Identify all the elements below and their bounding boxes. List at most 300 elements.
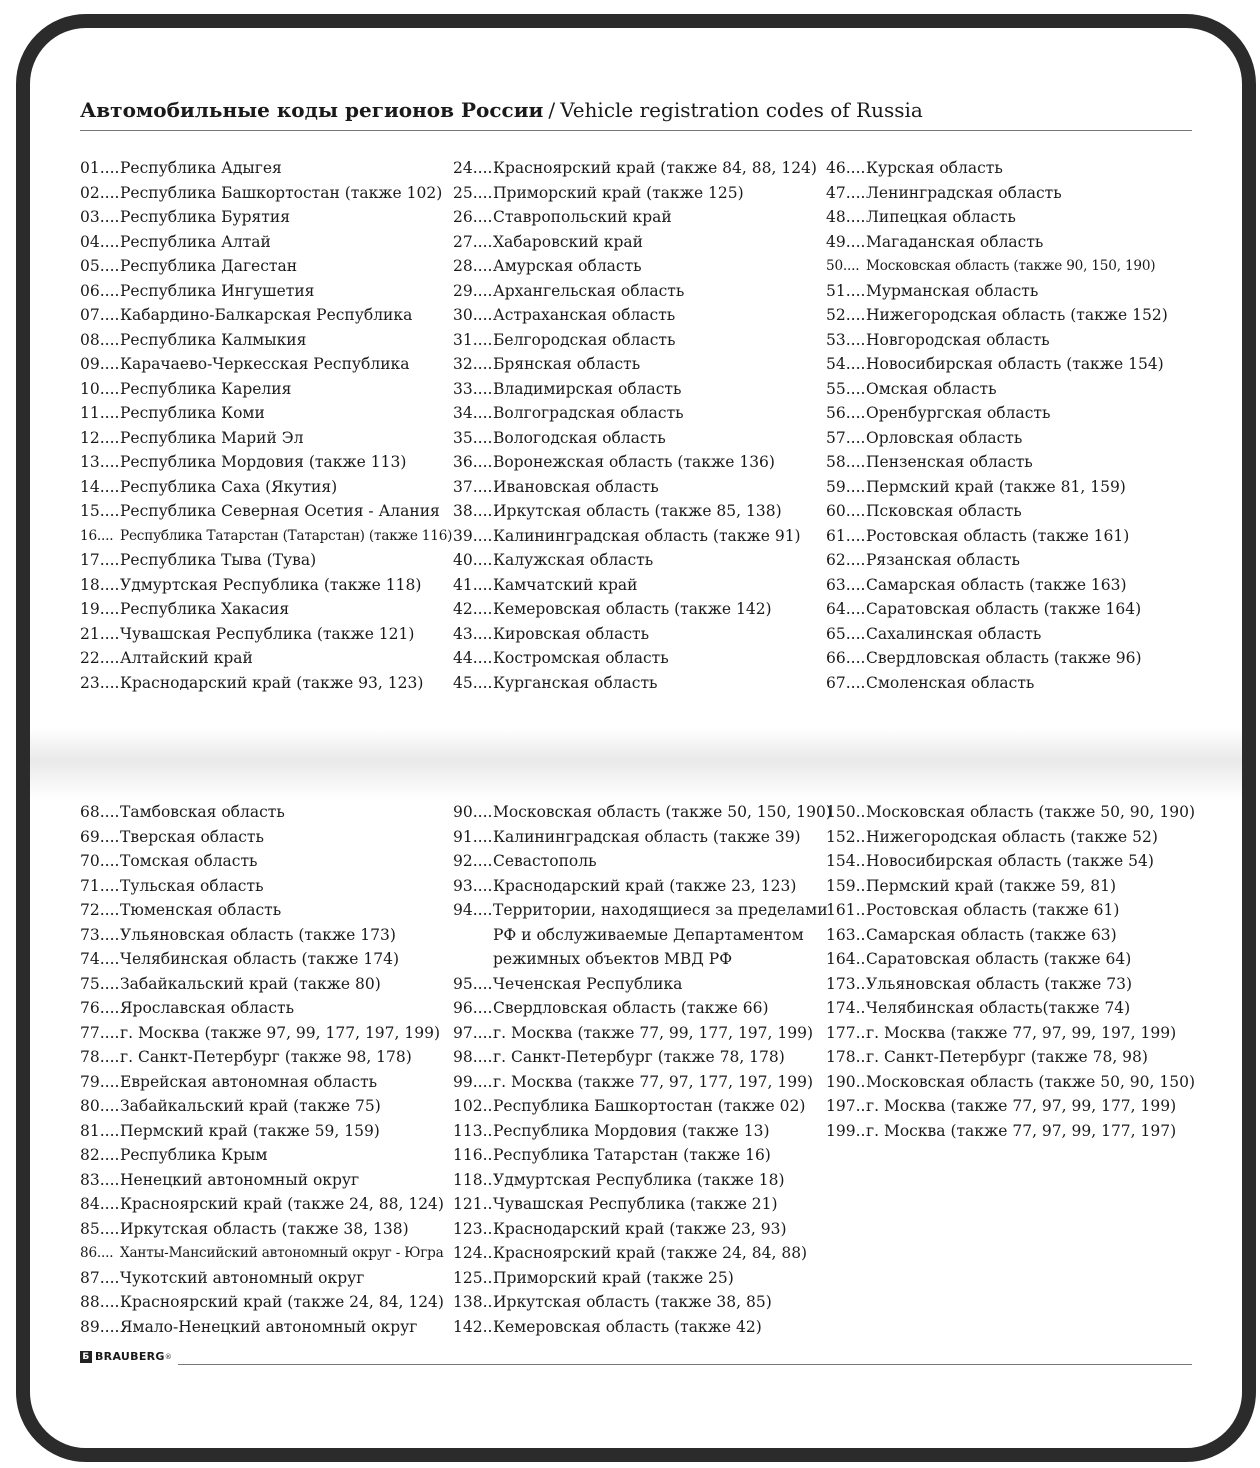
region-code: 67.... bbox=[826, 673, 866, 692]
region-entry bbox=[80, 1021, 450, 1046]
region-code: 65.... bbox=[826, 624, 866, 643]
region-entry bbox=[80, 972, 450, 997]
region-code: 10.... bbox=[80, 379, 120, 398]
region-name: Саратовская область (также 164) bbox=[866, 600, 1142, 618]
region-entry bbox=[826, 996, 1196, 1021]
region-name: Республика Марий Эл bbox=[120, 428, 304, 447]
region-name: Севастополь bbox=[493, 852, 597, 870]
region-entry bbox=[80, 1217, 450, 1242]
region-name: Республика Мордовия (также 13) bbox=[493, 1121, 770, 1140]
region-code: 174.. bbox=[826, 999, 866, 1017]
region-name: г. Москва (также 77, 97, 99, 197, 199) bbox=[866, 1023, 1177, 1042]
region-name: Пермский край (также 59, 81) bbox=[866, 876, 1116, 895]
region-name: Кировская область bbox=[493, 624, 650, 643]
region-code: 07.... bbox=[80, 306, 120, 324]
region-code: 44.... bbox=[453, 649, 493, 667]
page-frame bbox=[16, 14, 1256, 1462]
region-code: 01.... bbox=[80, 159, 120, 177]
region-code: 93.... bbox=[453, 876, 493, 895]
region-code: 121.. bbox=[453, 1195, 493, 1213]
region-entry bbox=[80, 898, 450, 923]
region-name: режимных объектов МВД РФ bbox=[493, 950, 733, 968]
region-entry bbox=[826, 181, 1196, 206]
region-name: Республика Мордовия (также 113) bbox=[120, 453, 407, 471]
region-name: г. Санкт-Петербург (также 78, 178) bbox=[493, 1048, 785, 1066]
region-code: 30.... bbox=[453, 306, 493, 324]
region-name: Иркутская область (также 38, 138) bbox=[120, 1219, 409, 1238]
region-entry bbox=[453, 377, 823, 402]
region-code: 190.. bbox=[826, 1072, 866, 1091]
region-entry bbox=[826, 597, 1196, 622]
region-entry bbox=[80, 646, 450, 671]
region-entry bbox=[826, 1094, 1196, 1119]
region-code: 38.... bbox=[453, 502, 493, 520]
region-name: Иркутская область (также 38, 85) bbox=[493, 1293, 772, 1311]
region-code: 21.... bbox=[80, 624, 120, 643]
region-entry bbox=[453, 1045, 823, 1070]
region-entry bbox=[453, 1143, 823, 1168]
region-entry bbox=[80, 156, 450, 181]
region-name: Московская область (также 50, 150, 190) bbox=[493, 803, 832, 821]
region-code: 177.. bbox=[826, 1023, 866, 1042]
region-entry bbox=[453, 800, 832, 825]
region-code: 116.. bbox=[453, 1146, 493, 1164]
page-fold bbox=[30, 728, 1242, 800]
region-entry bbox=[453, 1192, 823, 1217]
region-entry bbox=[453, 499, 823, 524]
region-entry bbox=[453, 1070, 823, 1095]
region-entry bbox=[453, 825, 823, 850]
region-code: 39.... bbox=[453, 526, 493, 545]
region-name: г. Санкт-Петербург (также 78, 98) bbox=[866, 1048, 1148, 1066]
region-name: Алтайский край bbox=[120, 649, 253, 667]
region-entry bbox=[80, 181, 450, 206]
region-name: Забайкальский край (также 75) bbox=[120, 1097, 381, 1115]
region-entry bbox=[453, 1094, 823, 1119]
region-name: Республика Татарстан (Татарстан) (также 116) bbox=[120, 527, 453, 544]
region-name: Республика Хакасия bbox=[120, 600, 290, 618]
region-entry bbox=[453, 1119, 823, 1144]
region-entry bbox=[453, 1168, 823, 1193]
region-name: Республика Дагестан bbox=[120, 257, 298, 275]
region-code: 88.... bbox=[80, 1293, 120, 1311]
region-code: 53.... bbox=[826, 330, 866, 349]
region-entry bbox=[80, 475, 450, 500]
region-code: 73.... bbox=[80, 925, 120, 944]
region-code: 124.. bbox=[453, 1244, 493, 1262]
title-separator: / bbox=[548, 98, 556, 122]
region-entry bbox=[826, 972, 1196, 997]
region-name: Нижегородская область (также 152) bbox=[866, 306, 1168, 324]
region-name: г. Москва (также 77, 97, 177, 197, 199) bbox=[493, 1072, 814, 1091]
region-entry bbox=[80, 923, 450, 948]
region-name: Чувашская Республика (также 121) bbox=[120, 624, 415, 643]
region-entry bbox=[826, 898, 1196, 923]
page-title bbox=[80, 98, 1192, 131]
region-name: Ставропольский край bbox=[493, 208, 672, 226]
region-code: 03.... bbox=[80, 208, 120, 226]
region-entry bbox=[80, 597, 450, 622]
region-name: Республика Башкортостан (также 02) bbox=[493, 1097, 806, 1115]
region-code: 102.. bbox=[453, 1097, 493, 1115]
region-name: Томская область bbox=[120, 852, 258, 870]
region-entry bbox=[826, 230, 1196, 255]
region-name: Кемеровская область (также 142) bbox=[493, 600, 772, 618]
region-entry bbox=[453, 622, 823, 647]
region-entry bbox=[80, 671, 450, 696]
region-name: Новгородская область bbox=[866, 330, 1050, 349]
region-name: Пермский край (также 59, 159) bbox=[120, 1121, 380, 1140]
region-entry bbox=[826, 646, 1196, 671]
region-name: Республика Крым bbox=[120, 1146, 268, 1164]
region-name: Ямало-Ненецкий автономный округ bbox=[120, 1317, 418, 1336]
region-entry bbox=[826, 475, 1196, 500]
region-entry bbox=[453, 849, 823, 874]
region-entry bbox=[80, 1168, 450, 1193]
region-code: 04.... bbox=[80, 232, 120, 251]
region-code: 06.... bbox=[80, 281, 120, 300]
region-entry bbox=[826, 947, 1196, 972]
region-name: Ненецкий автономный округ bbox=[120, 1170, 360, 1189]
region-code: 118.. bbox=[453, 1170, 493, 1189]
region-name: Псковская область bbox=[866, 502, 1022, 520]
region-name: Брянская область bbox=[493, 355, 641, 373]
region-name: Омская область bbox=[866, 379, 997, 398]
region-entry bbox=[453, 1266, 823, 1291]
region-name: Волгоградская область bbox=[493, 404, 684, 422]
region-code: 197.. bbox=[826, 1097, 866, 1115]
region-code: 61.... bbox=[826, 526, 866, 545]
footer-rule bbox=[178, 1364, 1192, 1365]
region-entry bbox=[826, 1119, 1196, 1144]
region-entry bbox=[453, 156, 823, 181]
region-entry bbox=[80, 205, 450, 230]
region-code: 78.... bbox=[80, 1048, 120, 1066]
region-name: Республика Тыва (Тува) bbox=[120, 551, 317, 569]
region-code: 58.... bbox=[826, 453, 866, 471]
region-name: Калужская область bbox=[493, 551, 654, 569]
region-code: 46.... bbox=[826, 159, 866, 177]
region-entry bbox=[80, 426, 450, 451]
region-code: 25.... bbox=[453, 183, 493, 202]
region-code: 86.... bbox=[80, 1245, 114, 1261]
bottom-column-2 bbox=[453, 800, 832, 1339]
region-entry bbox=[80, 1192, 450, 1217]
region-name: Самарская область (также 63) bbox=[866, 925, 1117, 944]
region-name: Смоленская область bbox=[866, 673, 1035, 692]
region-name: Ивановская область bbox=[493, 477, 659, 496]
region-code: 89.... bbox=[80, 1317, 120, 1336]
region-name: Чеченская Республика bbox=[493, 974, 683, 993]
region-name: Вологодская область bbox=[493, 428, 666, 447]
region-entry bbox=[453, 1241, 823, 1266]
region-entry bbox=[80, 450, 450, 475]
region-code: 63.... bbox=[826, 575, 866, 594]
region-entry bbox=[80, 401, 450, 426]
region-name: Ярославская область bbox=[120, 999, 295, 1017]
region-entry bbox=[826, 825, 1196, 850]
region-entry bbox=[80, 800, 450, 825]
region-name: Удмуртская Республика (также 118) bbox=[120, 575, 422, 594]
region-name: Приморский край (также 125) bbox=[493, 183, 744, 202]
brand-registered: ® bbox=[164, 1352, 173, 1361]
region-code: 68.... bbox=[80, 803, 120, 821]
region-entry bbox=[80, 573, 450, 598]
region-code: 152.. bbox=[826, 827, 866, 846]
region-code: 98.... bbox=[453, 1048, 493, 1066]
region-code: 142.. bbox=[453, 1317, 493, 1336]
region-code: 36.... bbox=[453, 453, 493, 471]
region-code: 69.... bbox=[80, 827, 120, 846]
region-entry bbox=[826, 849, 1196, 874]
region-entry bbox=[826, 1070, 1196, 1095]
region-name: Челябинская область (также 174) bbox=[120, 950, 399, 968]
region-entry bbox=[80, 947, 450, 972]
region-code: 84.... bbox=[80, 1195, 120, 1213]
region-code: 70.... bbox=[80, 852, 120, 870]
region-code: 71.... bbox=[80, 876, 120, 895]
region-name: Ленинградская область bbox=[866, 183, 1062, 202]
region-code: 80.... bbox=[80, 1097, 120, 1115]
region-name: Республика Бурятия bbox=[120, 208, 290, 226]
region-entry bbox=[453, 947, 823, 972]
region-code: 16.... bbox=[80, 527, 114, 544]
region-entry bbox=[80, 825, 450, 850]
region-entry bbox=[80, 230, 450, 255]
region-name: Республика Башкортостан (также 102) bbox=[120, 183, 443, 202]
region-name: Пензенская область bbox=[866, 453, 1033, 471]
region-entry bbox=[453, 898, 828, 923]
region-entry bbox=[453, 646, 823, 671]
region-name: Московская область (также 50, 90, 190) bbox=[866, 803, 1196, 821]
region-entry bbox=[826, 426, 1196, 451]
region-name: Новосибирская область (также 154) bbox=[866, 355, 1164, 373]
region-entry bbox=[80, 996, 450, 1021]
region-entry bbox=[453, 573, 823, 598]
region-code: 05.... bbox=[80, 257, 120, 275]
region-name: Республика Калмыкия bbox=[120, 330, 307, 349]
region-code: 75.... bbox=[80, 974, 120, 993]
region-entry bbox=[826, 800, 1196, 825]
region-entry bbox=[826, 303, 1196, 328]
region-name: Тульская область bbox=[120, 876, 264, 895]
region-name: Нижегородская область (также 52) bbox=[866, 827, 1158, 846]
region-code: 42.... bbox=[453, 600, 493, 618]
region-entry bbox=[826, 573, 1196, 598]
region-name: Челябинская область(также 74) bbox=[866, 999, 1131, 1017]
region-code: 81.... bbox=[80, 1121, 120, 1140]
region-code: 11.... bbox=[80, 404, 120, 422]
region-entry bbox=[826, 622, 1196, 647]
brand-mark-icon: Б bbox=[80, 1351, 92, 1363]
region-name: Оренбургская область bbox=[866, 404, 1051, 422]
region-name: Рязанская область bbox=[866, 551, 1020, 569]
region-code: 95.... bbox=[453, 974, 493, 993]
region-code: 79.... bbox=[80, 1072, 120, 1091]
region-entry bbox=[80, 849, 450, 874]
region-entry bbox=[453, 1021, 823, 1046]
region-code: 37.... bbox=[453, 477, 493, 496]
region-name: Владимирская область bbox=[493, 379, 682, 398]
bottom-column-3 bbox=[826, 800, 1196, 1143]
region-entry bbox=[80, 1119, 450, 1144]
region-entry bbox=[80, 1241, 450, 1266]
region-name: Республика Саха (Якутия) bbox=[120, 477, 338, 496]
region-name: Карачаево-Черкесская Республика bbox=[120, 355, 410, 373]
region-name: Территории, находящиеся за пределами bbox=[493, 901, 828, 919]
region-entry bbox=[826, 254, 1196, 279]
region-entry bbox=[453, 874, 823, 899]
region-entry bbox=[826, 401, 1196, 426]
title-ru: Автомобильные коды регионов России bbox=[80, 98, 544, 122]
region-code: 33.... bbox=[453, 379, 493, 398]
region-code: 99.... bbox=[453, 1072, 493, 1091]
region-name: Хабаровский край bbox=[493, 232, 643, 251]
region-code: 14.... bbox=[80, 477, 120, 496]
region-code: 154.. bbox=[826, 852, 866, 870]
region-code: 26.... bbox=[453, 208, 493, 226]
region-code: 40.... bbox=[453, 551, 493, 569]
region-entry bbox=[80, 328, 450, 353]
region-code: 150.. bbox=[826, 803, 866, 821]
region-name: Сахалинская область bbox=[866, 624, 1042, 643]
region-code: 113.. bbox=[453, 1121, 493, 1140]
region-entry bbox=[453, 972, 823, 997]
region-entry bbox=[453, 1217, 823, 1242]
region-code: 48.... bbox=[826, 208, 866, 226]
region-name: Иркутская область (также 85, 138) bbox=[493, 502, 782, 520]
region-name: РФ и обслуживаемые Департаментом bbox=[493, 925, 804, 944]
region-name: Ростовская область (также 61) bbox=[866, 901, 1120, 919]
region-code: 76.... bbox=[80, 999, 120, 1017]
region-entry bbox=[826, 1021, 1196, 1046]
region-name: Пермский край (также 81, 159) bbox=[866, 477, 1126, 496]
region-entry bbox=[453, 303, 823, 328]
region-code: 34.... bbox=[453, 404, 493, 422]
region-name: Тверская область bbox=[120, 827, 264, 846]
region-code: 60.... bbox=[826, 502, 866, 520]
region-name: Краснодарский край (также 23, 123) bbox=[493, 876, 797, 895]
region-name: Республика Татарстан (также 16) bbox=[493, 1146, 771, 1164]
region-code: 163.. bbox=[826, 925, 866, 944]
region-entry bbox=[453, 923, 823, 948]
region-code: 19.... bbox=[80, 600, 120, 618]
region-code: 161.. bbox=[826, 901, 866, 919]
region-entry bbox=[453, 205, 823, 230]
region-entry bbox=[80, 1070, 450, 1095]
region-name: Республика Ингушетия bbox=[120, 281, 315, 300]
region-code: 50.... bbox=[826, 258, 860, 274]
region-name: Костромская область bbox=[493, 649, 669, 667]
region-entry bbox=[826, 205, 1196, 230]
region-entry bbox=[453, 352, 823, 377]
region-name: Мурманская область bbox=[866, 281, 1039, 300]
region-code: 23.... bbox=[80, 673, 120, 692]
region-code: 13.... bbox=[80, 453, 120, 471]
region-code: 17.... bbox=[80, 551, 120, 569]
region-entry bbox=[80, 524, 453, 549]
region-name: Астраханская область bbox=[493, 306, 676, 324]
region-code: 77.... bbox=[80, 1023, 120, 1042]
region-code: 199.. bbox=[826, 1121, 866, 1140]
region-code: 55.... bbox=[826, 379, 866, 398]
region-entry bbox=[453, 230, 823, 255]
region-code: 32.... bbox=[453, 355, 493, 373]
region-name: Республика Алтай bbox=[120, 232, 271, 251]
region-code: 18.... bbox=[80, 575, 120, 594]
region-entry bbox=[826, 548, 1196, 573]
region-code: 138.. bbox=[453, 1293, 493, 1311]
region-name: Саратовская область (также 64) bbox=[866, 950, 1132, 968]
region-name: г. Москва (также 77, 97, 99, 177, 199) bbox=[866, 1097, 1177, 1115]
region-code: 57.... bbox=[826, 428, 866, 447]
region-code: 97.... bbox=[453, 1023, 493, 1042]
region-code: 35.... bbox=[453, 428, 493, 447]
region-entry bbox=[453, 996, 823, 1021]
top-column-1 bbox=[80, 156, 453, 695]
region-name: Новосибирская область (также 54) bbox=[866, 852, 1154, 870]
region-code: 92.... bbox=[453, 852, 493, 870]
region-name: Забайкальский край (также 80) bbox=[120, 974, 381, 993]
region-name: Красноярский край (также 24, 88, 124) bbox=[120, 1195, 444, 1213]
region-entry bbox=[453, 671, 823, 696]
region-entry bbox=[80, 548, 450, 573]
region-code: 94.... bbox=[453, 901, 493, 919]
region-entry bbox=[80, 279, 450, 304]
region-code: 173.. bbox=[826, 974, 866, 993]
region-code: 24.... bbox=[453, 159, 493, 177]
top-column-2 bbox=[453, 156, 823, 695]
region-code: 12.... bbox=[80, 428, 120, 447]
region-code: 164.. bbox=[826, 950, 866, 968]
region-name: г. Москва (также 77, 99, 177, 197, 199) bbox=[493, 1023, 814, 1042]
region-entry bbox=[453, 524, 823, 549]
region-entry bbox=[80, 1266, 450, 1291]
region-entry bbox=[453, 450, 823, 475]
region-code: 56.... bbox=[826, 404, 866, 422]
region-code: 49.... bbox=[826, 232, 866, 251]
region-name: Тамбовская область bbox=[120, 803, 285, 821]
region-entry bbox=[826, 524, 1196, 549]
region-code: 66.... bbox=[826, 649, 866, 667]
region-entry bbox=[453, 328, 823, 353]
region-code: 54.... bbox=[826, 355, 866, 373]
top-column-3 bbox=[826, 156, 1196, 695]
region-entry bbox=[826, 499, 1196, 524]
region-name: Московская область (также 90, 150, 190) bbox=[866, 258, 1156, 274]
region-code: 41.... bbox=[453, 575, 493, 594]
region-code: 123.. bbox=[453, 1219, 493, 1238]
region-code: 09.... bbox=[80, 355, 120, 373]
region-entry bbox=[453, 548, 823, 573]
region-code: 178.. bbox=[826, 1048, 866, 1066]
region-name: Красноярский край (также 84, 88, 124) bbox=[493, 159, 817, 177]
region-code: 74.... bbox=[80, 950, 120, 968]
region-code: 87.... bbox=[80, 1268, 120, 1287]
region-code: 85.... bbox=[80, 1219, 120, 1238]
region-entry bbox=[826, 874, 1196, 899]
region-name: Республика Адыгея bbox=[120, 159, 282, 177]
region-code: 29.... bbox=[453, 281, 493, 300]
region-code: 08.... bbox=[80, 330, 120, 349]
region-name: Орловская область bbox=[866, 428, 1023, 447]
region-code: 159.. bbox=[826, 876, 866, 895]
region-code: 51.... bbox=[826, 281, 866, 300]
region-code: 62.... bbox=[826, 551, 866, 569]
region-entry bbox=[80, 1290, 450, 1315]
region-name: Воронежская область (также 136) bbox=[493, 453, 775, 471]
region-entry bbox=[80, 1094, 450, 1119]
